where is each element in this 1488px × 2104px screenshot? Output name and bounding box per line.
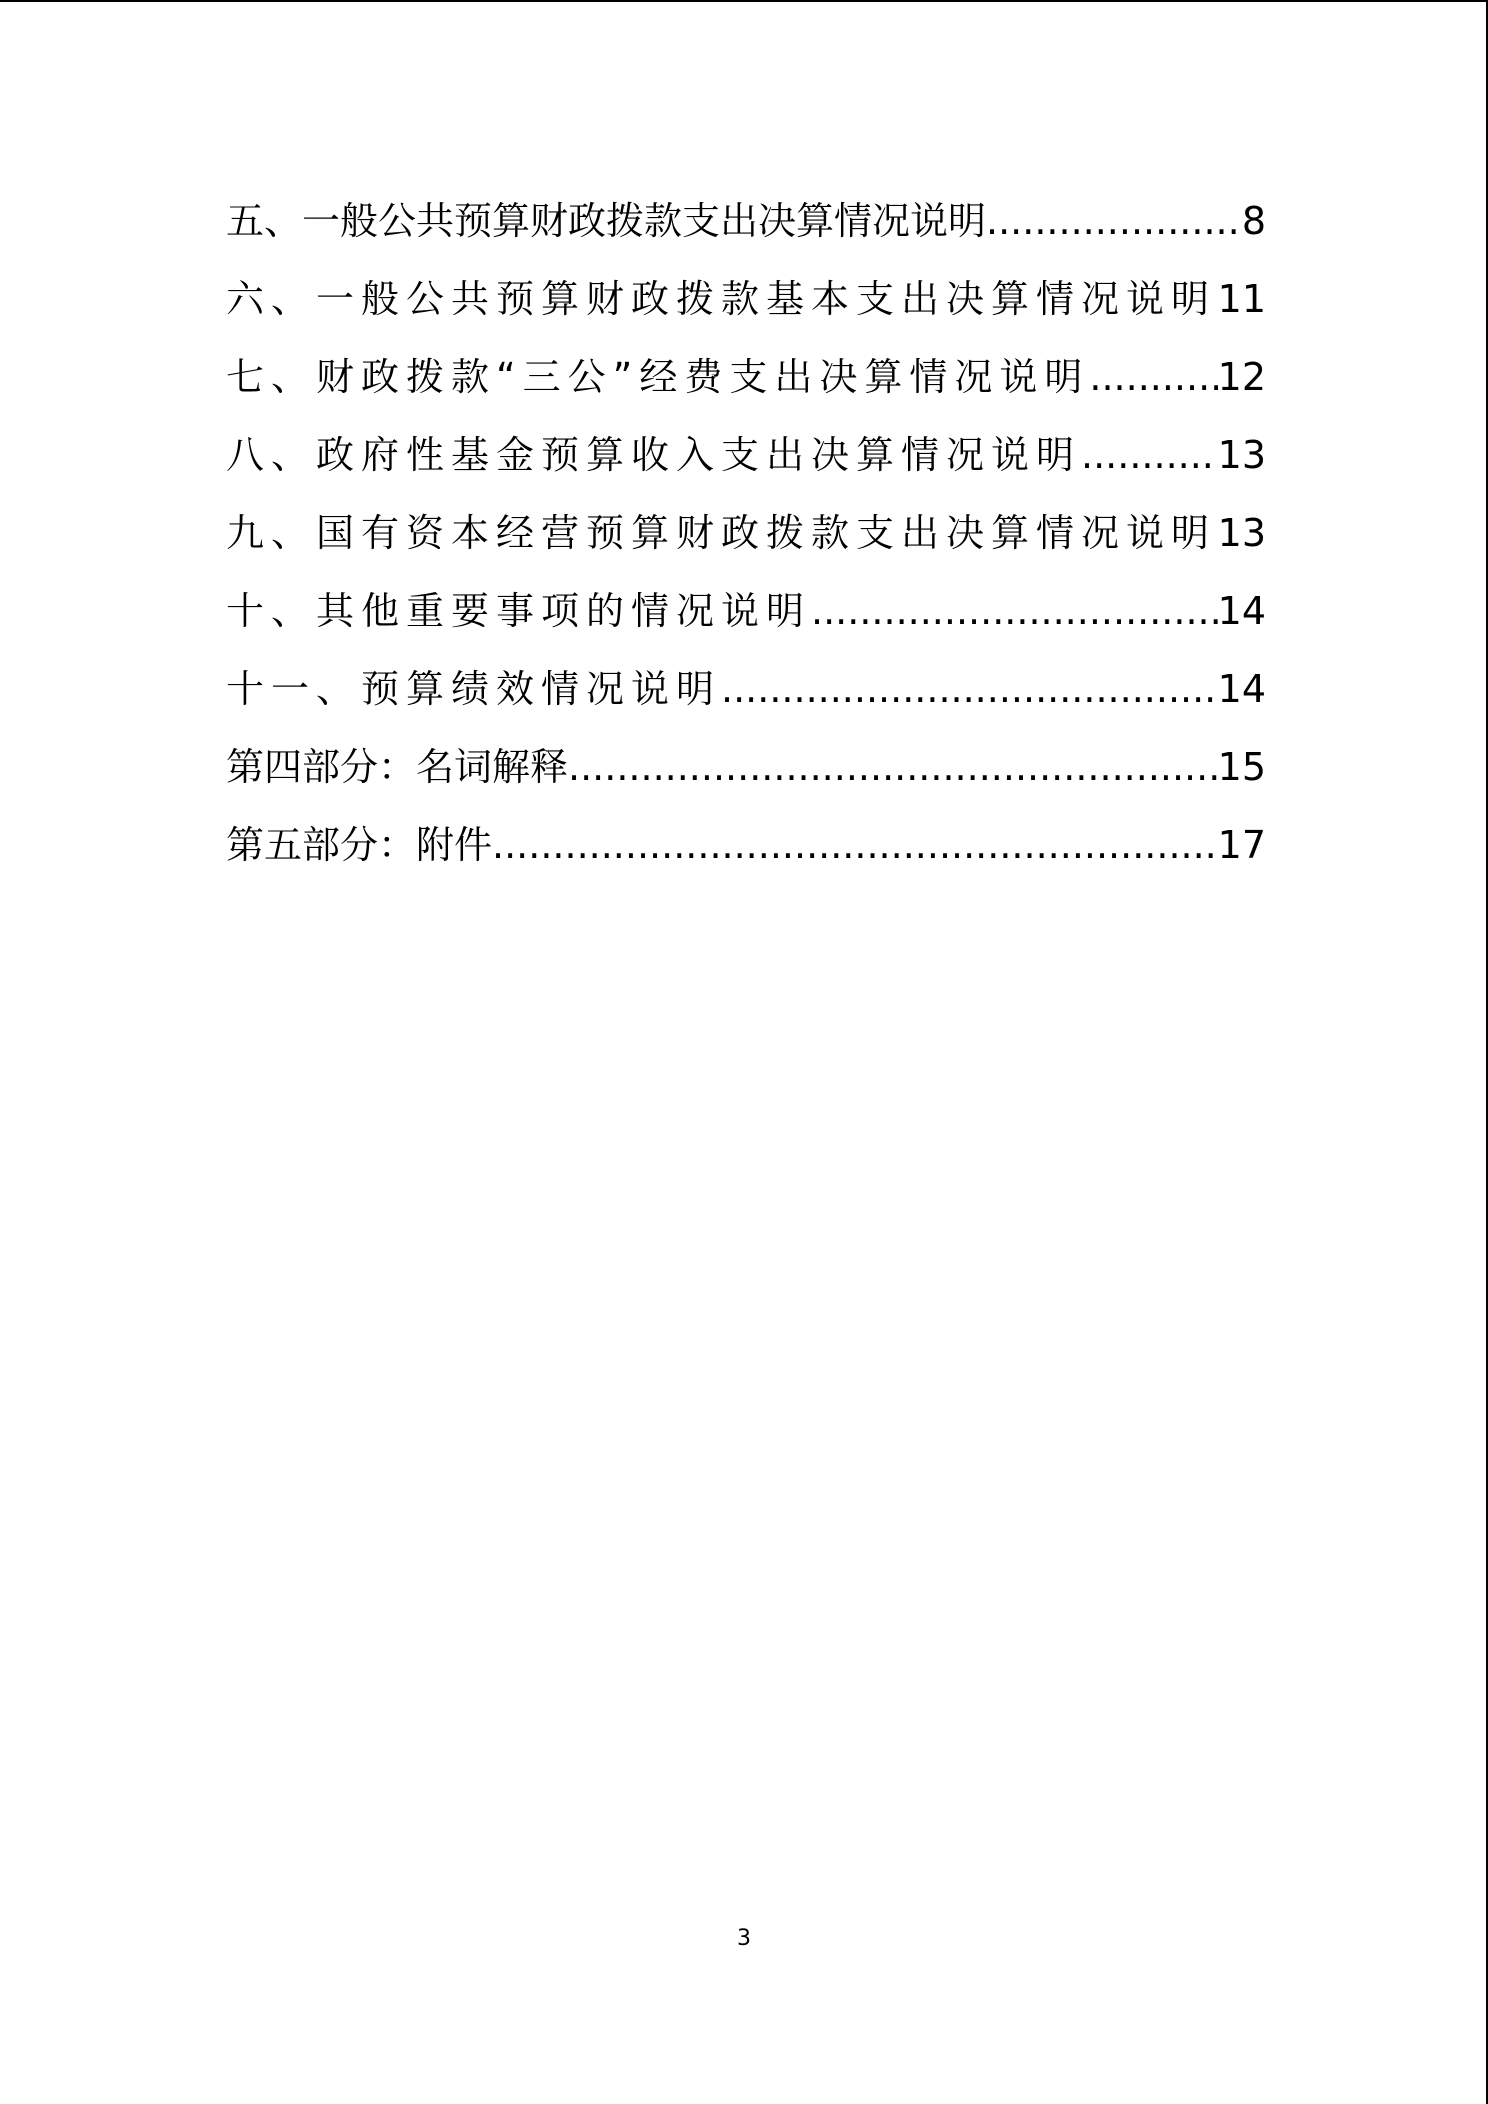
toc-dot-leader (811, 578, 1218, 644)
toc-entry-page: 13 (1217, 433, 1266, 477)
toc-entry-page: 8 (1241, 199, 1266, 243)
toc-entry-section-6[interactable] (226, 266, 1266, 344)
toc-entry-section-11[interactable] (226, 656, 1266, 734)
toc-entry-section-8[interactable] (226, 422, 1266, 500)
toc-entry-page: 14 (1217, 667, 1266, 711)
toc-entry-label: 八、政府性基金预算收入支出决算情况说明 (226, 433, 1082, 477)
toc-entry-label: 五、一般公共预算财政拨款支出决算情况说明 (226, 199, 987, 243)
toc-entry-label: 十、其他重要事项的情况说明 (226, 589, 812, 633)
toc-entry-label: 第四部分：名词解释 (226, 745, 569, 789)
toc-dot-leader (1081, 422, 1218, 488)
toc-entry-page: 11 (1217, 277, 1266, 321)
page-top-border (0, 0, 1488, 2)
toc-dot-leader (986, 188, 1242, 254)
toc-dot-leader (1089, 344, 1217, 410)
toc-entry-section-7[interactable] (226, 344, 1266, 422)
toc-entry-part-5[interactable] (226, 812, 1266, 890)
toc-entry-section-9[interactable] (226, 500, 1266, 578)
toc-entry-label: 七、财政拨款“三公”经费支出决算情况说明 (226, 355, 1090, 399)
page-number: 3 (737, 1926, 751, 1951)
toc-entry-page: 14 (1217, 589, 1266, 633)
toc-entry-page: 15 (1217, 745, 1266, 789)
toc-entry-label: 六、一般公共预算财政拨款基本支出决算情况说明 (226, 277, 1217, 321)
toc-entry-page: 13 (1217, 511, 1266, 555)
toc-dot-leader (721, 656, 1218, 722)
toc-dot-leader (492, 812, 1218, 878)
toc-entry-page: 17 (1217, 823, 1266, 867)
toc-entry-label: 第五部分：附件 (226, 823, 493, 867)
toc-entry-section-10[interactable] (226, 578, 1266, 656)
toc-entry-label: 十一、预算绩效情况说明 (226, 667, 722, 711)
toc-entry-section-5[interactable] (226, 188, 1266, 266)
toc-entry-page: 12 (1217, 355, 1266, 399)
toc-dot-leader (568, 734, 1218, 800)
toc-entry-part-4[interactable] (226, 734, 1266, 812)
toc-entry-label: 九、国有资本经营预算财政拨款支出决算情况说明 (226, 511, 1217, 555)
table-of-contents (226, 188, 1266, 890)
